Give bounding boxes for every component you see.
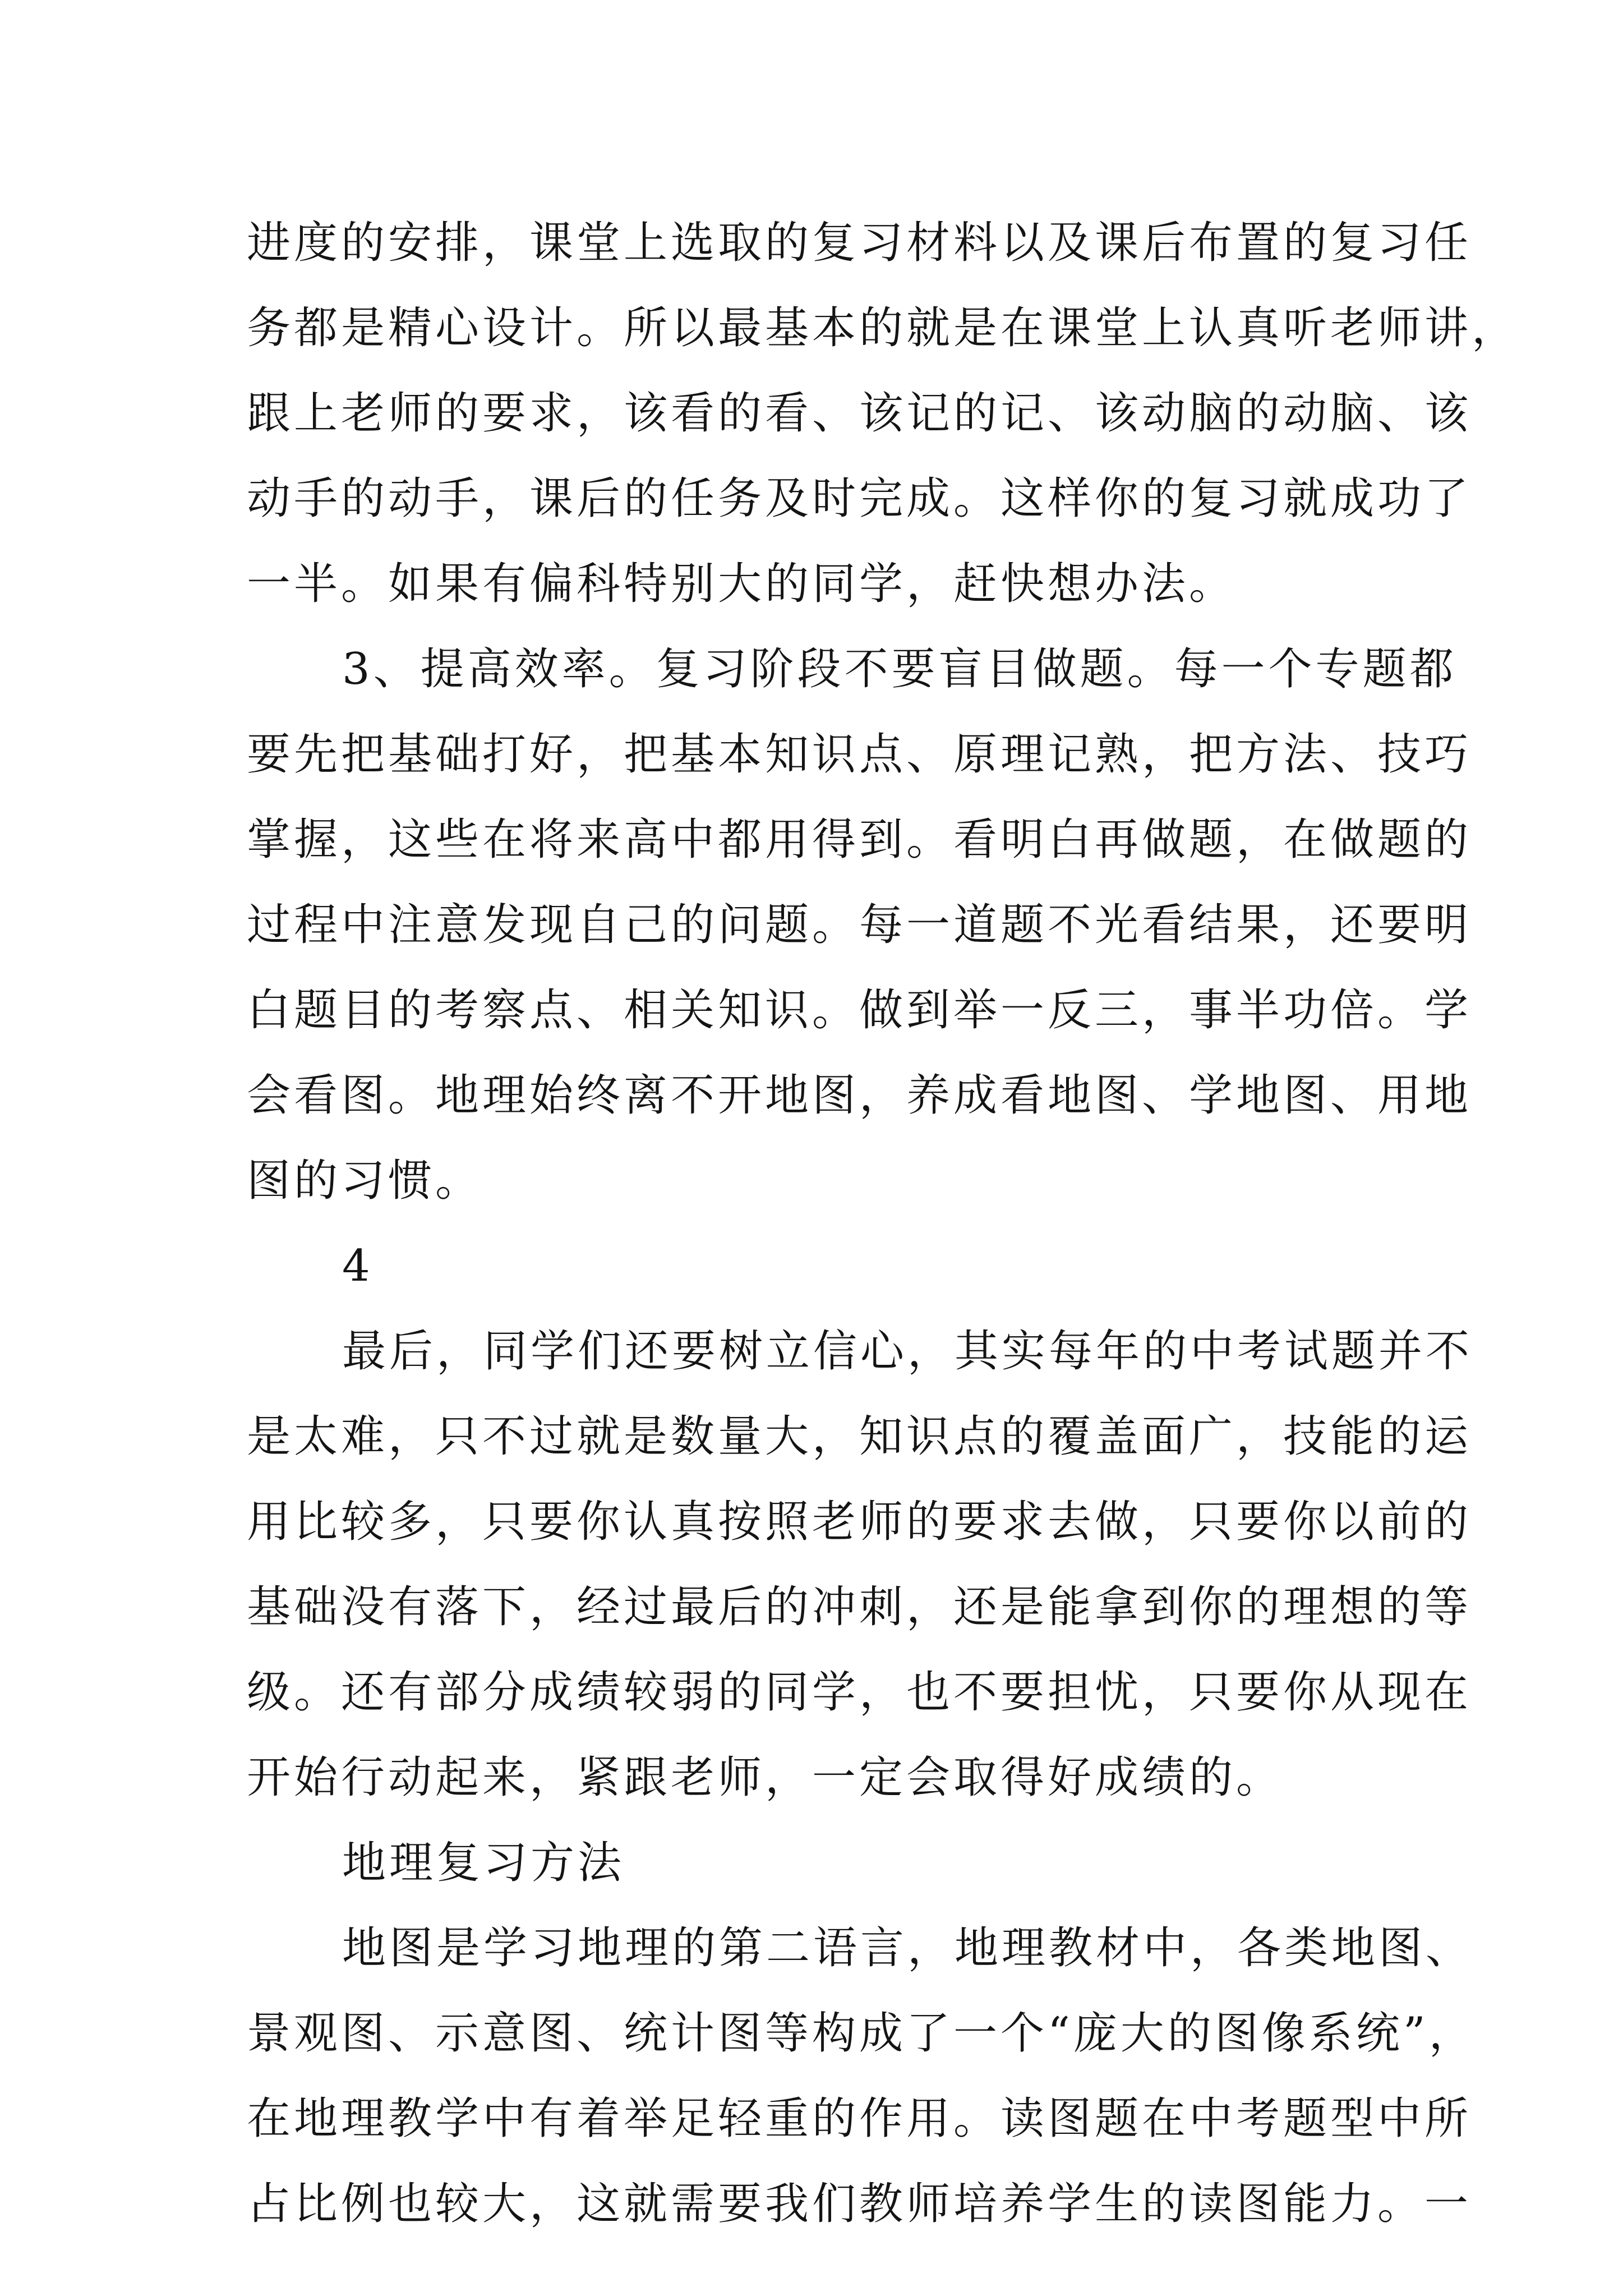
text-line: 过程中注意发现自己的问题。每一道题不光看结果，还要明	[247, 900, 1472, 950]
text-line: 会看图。地理始终离不开地图，养成看地图、学地图、用地	[247, 1070, 1472, 1121]
text-line: 开始行动起来，紧跟老师，一定会取得好成绩的。	[247, 1752, 1284, 1803]
text-line: 动手的动手，课后的任务及时完成。这样你的复习就成功了	[247, 473, 1472, 524]
text-line: 在地理教学中有着举足轻重的作用。读图题在中考题型中所	[247, 2093, 1472, 2144]
text-line: 级。还有部分成绩较弱的同学，也不要担忧，只要你从现在	[247, 1667, 1472, 1718]
text-line: 3、提高效率。复习阶段不要盲目做题。每一个专题都	[342, 644, 1457, 694]
text-line: 是太难，只不过就是数量大，知识点的覆盖面广，技能的运	[247, 1411, 1472, 1462]
text-line: 最后，同学们还要树立信心，其实每年的中考试题并不	[342, 1326, 1473, 1377]
text-line: 地图是学习地理的第二语言，地理教材中，各类地图、	[342, 1923, 1473, 1973]
text-line: 一半。如果有偏科特别大的同学，赶快想办法。	[247, 559, 1237, 609]
text-line: 掌握，这些在将来高中都用得到。看明白再做题，在做题的	[247, 815, 1472, 865]
text-line: 图的习惯。	[247, 1156, 483, 1206]
text-line: 白题目的考察点、相关知识。做到举一反三，事半功倍。学	[247, 985, 1472, 1036]
text-line: 用比较多，只要你认真按照老师的要求去做，只要你以前的	[247, 1497, 1472, 1547]
section-heading: 地理复习方法	[342, 1838, 625, 1888]
text-line: 占比例也较大，这就需要我们教师培养学生的读图能力。一	[247, 2179, 1472, 2229]
text-line: 要先把基础打好，把基本知识点、原理记熟，把方法、技巧	[247, 729, 1472, 780]
section-number: 4	[342, 1241, 374, 1291]
text-line: 景观图、示意图、统计图等构成了一个“庞大的图像系统”，	[247, 2008, 1476, 2059]
text-line: 进度的安排，课堂上选取的复习材料以及课后布置的复习任	[247, 218, 1472, 268]
text-line: 务都是精心设计。所以最基本的就是在课堂上认真听老师讲，	[247, 303, 1519, 353]
body-text	[247, 200, 1519, 2247]
text-line: 跟上老师的要求，该看的看、该记的记、该动脑的动脑、该	[247, 388, 1472, 439]
text-line: 基础没有落下，经过最后的冲刺，还是能拿到你的理想的等	[247, 1582, 1472, 1632]
